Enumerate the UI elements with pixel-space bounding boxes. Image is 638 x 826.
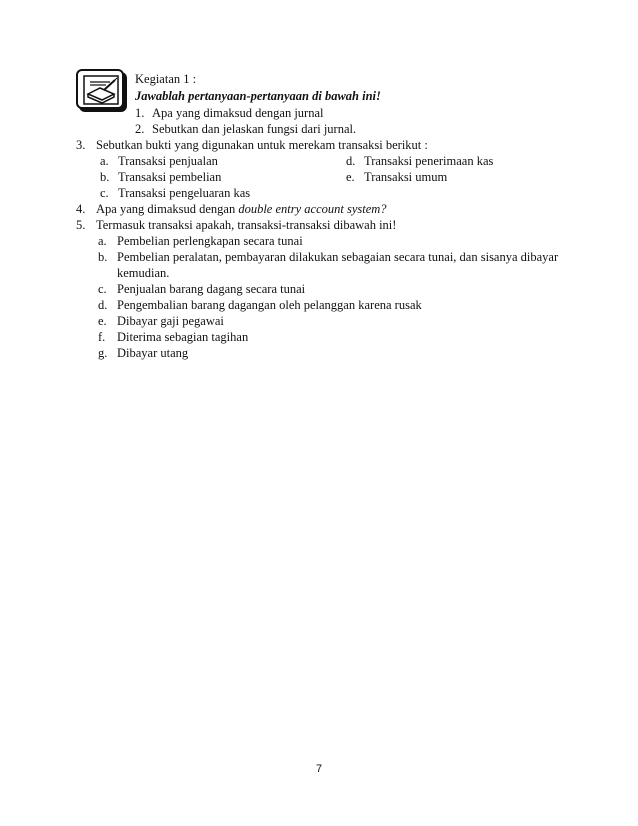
item-text: Pembelian perlengkapan secara tunai	[117, 234, 303, 248]
option-letter: e.	[346, 170, 355, 184]
intro-item-number: 1.	[135, 106, 145, 120]
item-text: Pembelian peralatan, pembayaran dilakukan sebagaian secara tunai, dan sisanya dibayar	[117, 250, 559, 264]
item-text: Pengembalian barang dagangan oleh pelanggan karena rusak	[117, 298, 422, 312]
question-number: 5.	[76, 218, 86, 232]
item-text: Dibayar utang	[117, 346, 189, 360]
option-letter: c.	[100, 186, 109, 200]
option-text: Transaksi pengeluaran kas	[118, 186, 251, 200]
item-letter: b.	[98, 250, 108, 264]
item-text: Dibayar gaji pegawai	[117, 314, 224, 328]
item-letter: e.	[98, 314, 107, 328]
option-letter: a.	[100, 154, 109, 168]
item-letter: c.	[98, 282, 107, 296]
item-letter: d.	[98, 298, 108, 312]
question-text: Termasuk transaksi apakah, transaksi-transaksi dibawah ini!	[96, 218, 397, 232]
question-text: Sebutkan bukti yang digunakan untuk merekam transaksi berikut :	[96, 138, 428, 152]
item-letter: g.	[98, 346, 108, 360]
option-letter: b.	[100, 170, 110, 184]
option-text: Transaksi pembelian	[118, 170, 222, 184]
item-text: Diterima sebagian tagihan	[117, 330, 249, 344]
option-letter: d.	[346, 154, 356, 168]
question-number: 4.	[76, 202, 86, 216]
option-text: Transaksi umum	[364, 170, 448, 184]
option-text: Transaksi penerimaan kas	[364, 154, 494, 168]
question-text	[96, 202, 387, 217]
question-number: 3.	[76, 138, 86, 152]
item-text-continuation: kemudian.	[117, 266, 170, 280]
book-writing-icon	[76, 69, 124, 109]
question-text-plain: Apa yang dimaksud dengan	[96, 202, 239, 216]
item-text: Penjualan barang dagang secara tunai	[117, 282, 306, 296]
page-number: 7	[315, 763, 323, 775]
question-text-italic: double entry account system?	[238, 202, 387, 216]
item-letter: a.	[98, 234, 107, 248]
intro-item-text: Sebutkan dan jelaskan fungsi dari jurnal.	[152, 122, 357, 136]
item-letter: f.	[98, 330, 106, 344]
intro-item-text: Apa yang dimaksud dengan jurnal	[152, 106, 324, 120]
option-text: Transaksi penjualan	[118, 154, 218, 168]
activity-subtitle: Jawablah pertanyaan-pertanyaan di bawah ini!	[135, 89, 381, 103]
activity-title: Kegiatan 1 :	[135, 72, 197, 86]
intro-item-number: 2.	[135, 122, 145, 136]
